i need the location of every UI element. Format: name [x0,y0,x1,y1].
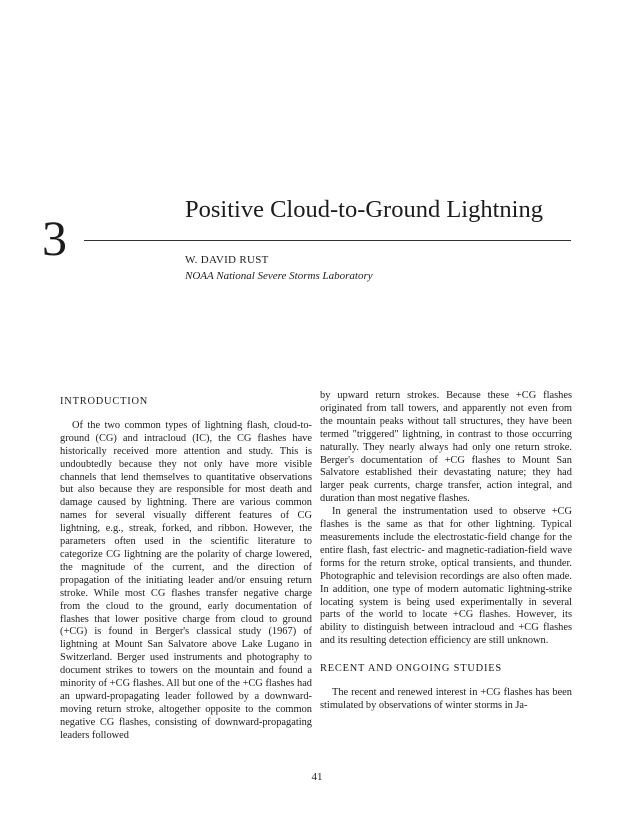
title-divider-rule [84,240,571,241]
chapter-title: Positive Cloud-to-Ground Lightning [185,196,543,223]
author-affiliation: NOAA National Severe Storms Laboratory [185,270,373,282]
section-heading-introduction: INTRODUCTION [60,396,149,407]
author-name: W. DAVID RUST [185,254,269,266]
right-column [320,390,572,713]
recent-studies-paragraph: The recent and renewed interest in +CG flashes has been stimulated by observations of winter storms in Ja- [320,687,572,711]
left-column [60,396,312,743]
page-number: 41 [311,771,323,783]
instrumentation-paragraph: In general the instrumentation used to observe +CG flashes is the same as that for other lightning. Typical measurements include the electrostatic-field change for the entire flash, fast electric- and magnetic-radiation-field wave forms for the return stroke, optical transients, and thunder. Photographic and television recordings are also often made. In addition, one type of modern automatic lightning-strike locating system is being used experimentally in several parts of the world to locate +CG flashes. However, its ability to distinguish between intracloud and +CG flashes and its resulting detection efficiency are still unknown. [320,506,572,647]
section-heading-recent-studies: RECENT AND ONGOING STUDIES [320,663,502,675]
introduction-paragraph: Of the two common types of lightning flash, cloud-to-ground (CG) and intracloud (IC), the CG flashes have historically received more attention and study. This is undoubtedly because they not only have more visible channels that lend themselves to quantitative observations but also because they are responsible for most death and damage caused by lightning. There are various common names for several visually different features of CG lightning, e.g., streak, forked, and ribbon. However, the parameters often used in the scientific literature to categorize CG lightning are the polarity of charge lowered, the magnitude of the current, and the direction of propagation of the initiating leader and/or ensuing return stroke. While most CG flashes transfer negative charge from the cloud to the ground, early documentation of flashes that lower positive charge from cloud to ground (+CG) is found in Berger's classical study (1967) of lightning at Mount San Salvatore above Lake Lugano in Switzerland. Berger used instruments and photography to document strikes to towers on the mountain and found a minority of +CG flashes. All but one of the +CG flashes had an upward-propagating leader followed by a downward-moving return stroke, altogether opposite to the common negative CG flashes, consisting of downward-propagating leaders followed [60,419,312,741]
chapter-number: 3 [42,210,67,266]
introduction-paragraph-continued: by upward return strokes. Because these +CG flashes originated from tall towers, and apparently not even from the mountain peaks without tall structures, they have been termed "triggered" lightning, in contrast to those occurring naturally. They nearly always had only one return stroke. Berger's documentation of +CG flashes to Mount San Salvatore established their devastating nature; they had larger peak currents, charge transfer, action integral, and duration than most negative flashes. [320,390,572,505]
